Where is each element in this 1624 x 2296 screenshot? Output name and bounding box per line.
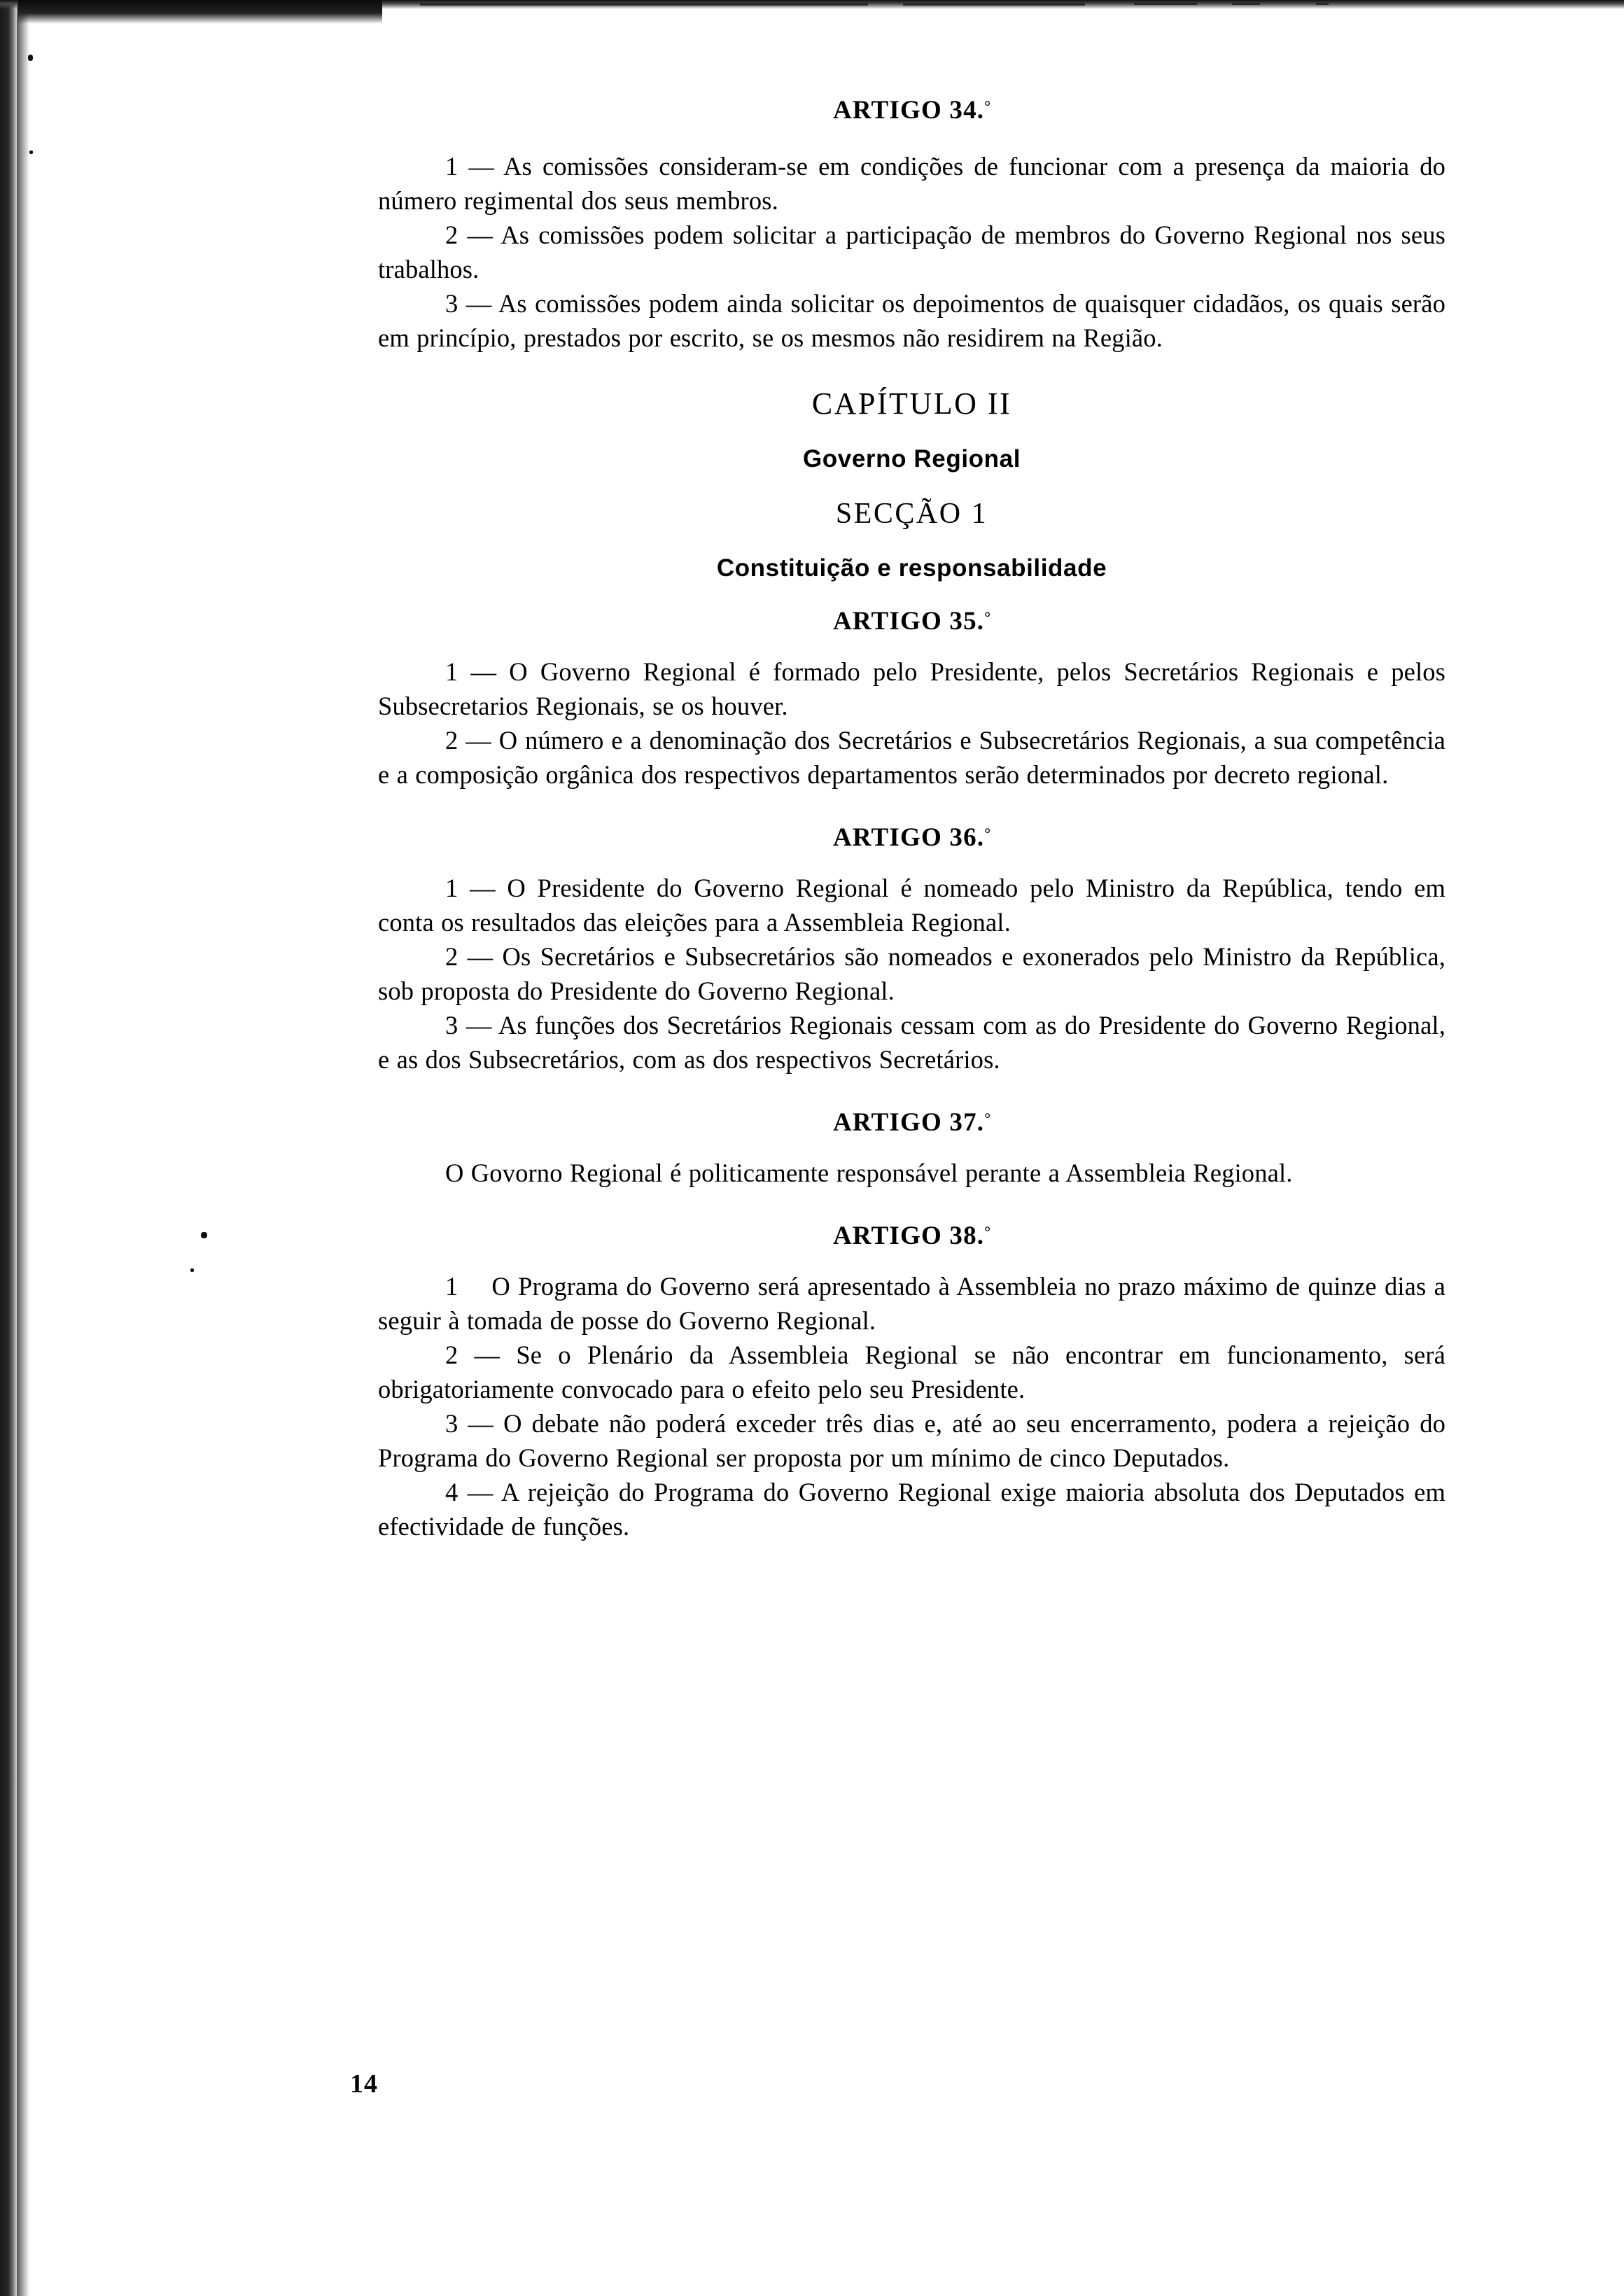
article-heading-36-text: ARTIGO 36. (832, 823, 985, 852)
article-heading-38-ordinal: ° (984, 1223, 991, 1240)
article-38-paragraph-4: 4 — A rejeição do Programa do Governo Regional exige maioria absoluta dos Deputados em efectividade de funções. (378, 1478, 1446, 1541)
scan-edge-left-falloff (17, 0, 29, 2296)
chapter-label: CAPÍTULO II (811, 386, 1012, 421)
document-page (378, 0, 1446, 1544)
section-title: Constituição e responsabilidade (716, 554, 1107, 582)
article-34-paragraph-2: 2 — As comissões podem solicitar a participação de membros do Governo Regional nos seus trabalhos. (378, 220, 1446, 284)
article-heading-34-ordinal: ° (984, 97, 991, 115)
article-36-paragraph-2: 2 — Os Secretários e Subsecretários são nomeados e exonerados pelo Ministro da República, sob proposta do Presidente do Governo Regional. (378, 942, 1446, 1005)
scan-speck-2 (29, 150, 33, 154)
article-heading-35 (378, 606, 1446, 636)
article-heading-36-ordinal: ° (984, 825, 991, 842)
scan-speck-3 (201, 1232, 207, 1238)
article-heading-36 (378, 822, 1446, 853)
article-34-paragraph-1: 1 — As comissões consideram-se em condições de funcionar com a presença da maioria do número regimental dos seus membros. (378, 152, 1446, 215)
article-34-paragraph-3: 3 — As comissões podem ainda solicitar os depoimentos de quaisquer cidadãos, os quais serão em princípio, prestados por escrito, se os mesmos não residirem na Região. (378, 289, 1446, 352)
chapter-title: Governo Regional (802, 445, 1021, 472)
scan-edge-left (0, 0, 18, 2296)
article-heading-37-text: ARTIGO 37. (832, 1108, 985, 1137)
article-heading-35-text: ARTIGO 35. (832, 607, 985, 636)
page-number: 14 (350, 2069, 378, 2099)
article-36-paragraph-3: 3 — As funções dos Secretários Regionais cessam com as do Presidente do Governo Regional, e as dos Subsecretários, com as dos respectivos Secretários. (378, 1011, 1446, 1074)
article-heading-37-ordinal: ° (984, 1110, 991, 1127)
article-38-paragraph-1: 1 O Programa do Governo será apresentado à Assembleia no prazo máximo de quinze dias a seguir à tomada de posse do Governo Regional. (378, 1272, 1446, 1335)
article-heading-34-text: ARTIGO 34. (832, 96, 985, 125)
article-35-paragraph-1: 1 — O Governo Regional é formado pelo Presidente, pelos Secretários Regionais e pelos Subsecretarios Regionais, se os houver. (378, 657, 1446, 720)
scan-speck-4 (190, 1268, 194, 1272)
scan-edge-top-corner (18, 0, 382, 24)
article-36-paragraph-1: 1 — O Presidente do Governo Regional é nomeado pelo Ministro da República, tendo em conta os resultados das eleições para a Assembleia Regional. (378, 874, 1446, 937)
article-heading-35-ordinal: ° (984, 608, 991, 626)
article-heading-38 (378, 1221, 1446, 1251)
section-label: SECÇÃO 1 (835, 498, 988, 530)
article-heading-34 (378, 95, 1446, 125)
scan-speck-1 (28, 55, 33, 61)
article-heading-37 (378, 1107, 1446, 1138)
article-35-paragraph-2: 2 — O número e a denominação dos Secretários e Subsecretários Regionais, a sua competência e a composição orgânica dos respectivos departamentos serão determinados por decreto regional. (378, 726, 1446, 789)
article-38-paragraph-2: 2 — Se o Plenário da Assembleia Regional se não encontrar em funcionamento, será obrigatoriamente convocado para o efeito pelo seu Presidente. (378, 1340, 1446, 1404)
article-heading-38-text: ARTIGO 38. (832, 1222, 985, 1250)
article-38-paragraph-3: 3 — O debate não poderá exceder três dias e, até ao seu encerramento, podera a rejeição do Programa do Governo Regional ser proposta por um mínimo de cinco Deputados. (378, 1409, 1446, 1472)
article-37-paragraph-1: O Govorno Regional é politicamente responsável perante a Assembleia Regional. (445, 1158, 1293, 1187)
